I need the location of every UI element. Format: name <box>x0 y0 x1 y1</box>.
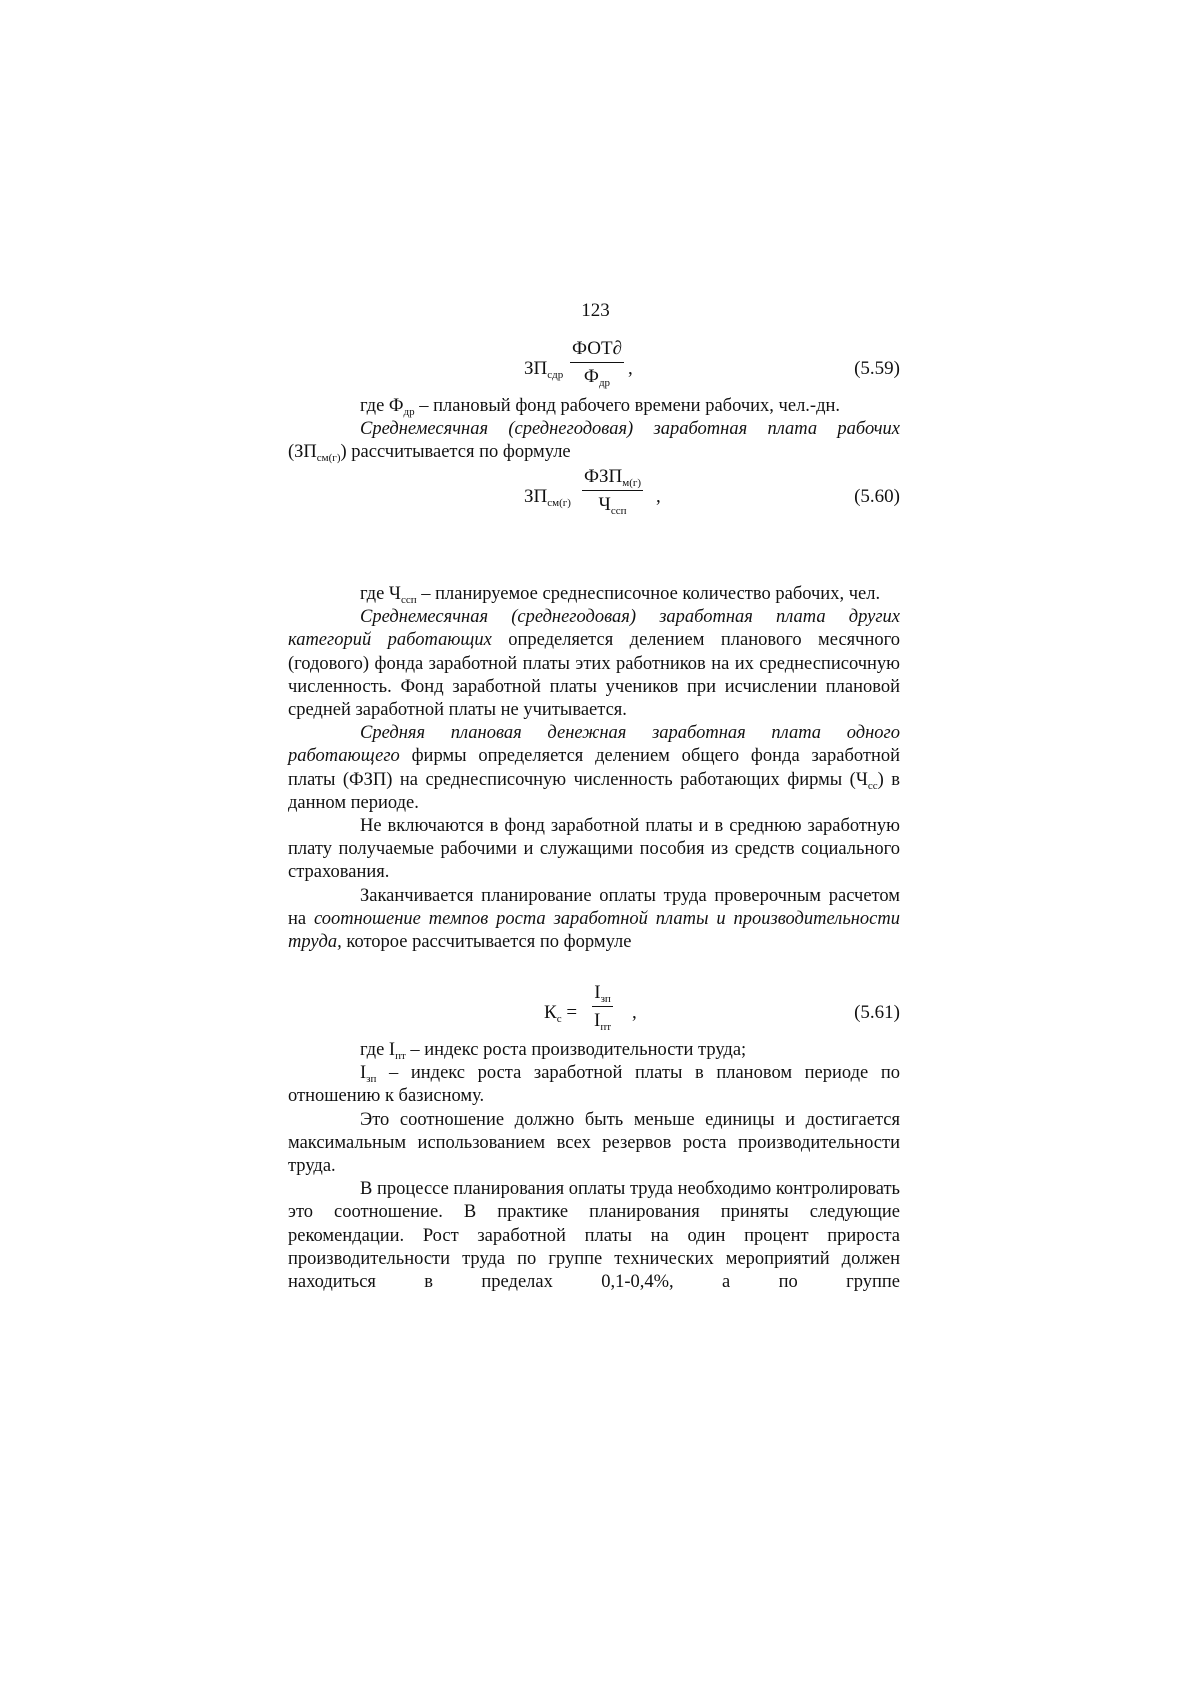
paragraph: где $Ф_{др}$ – плановый фонд рабочего времени рабочих, чел.-дн. <box>360 396 841 418</box>
paragraph: где $Ч_{ссп}$ – планируемое среднесписочное количество рабочих, чел. <box>360 584 881 606</box>
formula-lhs: $К_с$ = <box>544 1002 578 1025</box>
formula-fraction <box>582 466 643 516</box>
fraction-bar <box>582 490 643 491</box>
formula-comma: , <box>628 358 633 379</box>
formula-fraction <box>592 982 613 1032</box>
text-block-2 <box>288 583 900 954</box>
text-block-1 <box>288 395 900 465</box>
paragraph: $I_{зп}$ – индекс роста заработной платы в плановом периоде по отношению к базисному. <box>288 1063 900 1107</box>
fraction-bar <box>570 362 624 363</box>
fraction-denominator: $I_{пт}$ <box>594 1010 612 1033</box>
fraction-numerator: ФОТ∂ <box>572 338 622 359</box>
fraction-bar <box>592 1006 613 1007</box>
equation-number: (5.60) <box>854 486 900 507</box>
formula-lhs: $ЗП_{сдр}$ <box>524 358 564 381</box>
equation-number: (5.59) <box>854 358 900 379</box>
paragraph: Это соотношение должно быть меньше единицы и достигается максимальным использованием всех резервов роста производительности труда. <box>288 1109 900 1177</box>
paragraph: Заканчивается планирование оплаты труда проверочным расчетом на соотношение темпов роста заработной платы и производительности труда, которое рассчитывается по формуле <box>288 885 900 953</box>
formula-5-60 <box>288 466 900 536</box>
formula-comma: , <box>632 1002 637 1023</box>
fraction-numerator: $I_{зп}$ <box>594 982 611 1005</box>
paragraph: Среднемесячная (среднегодовая) заработная плата рабочих $(ЗП_{см(г)})$ рассчитывается по формуле <box>288 419 900 465</box>
page-number: 123 <box>581 300 610 321</box>
paragraph: Средняя плановая денежная заработная плата одного работающего фирмы определяется делением общего фонда заработной платы (ФЗП) на среднесписочную численность работающих фирмы $(Ч_{сс})$ в данном периоде. <box>288 723 900 813</box>
fraction-numerator: $ФЗП_{м(г)}$ <box>584 466 642 489</box>
equation-number: (5.61) <box>854 1002 900 1023</box>
formula-comma: , <box>656 486 661 507</box>
formula-lhs: $ЗП_{см(г)}$ <box>524 486 571 509</box>
formula-fraction <box>570 338 624 388</box>
text-block-3 <box>288 1039 900 1294</box>
paragraph: где $I_{пт}$ – индекс роста производительности труда; <box>360 1040 747 1062</box>
paragraph: Не включаются в фонд заработной платы и в среднюю заработную плату получаемые рабочими и служащими пособия из средств социального страхования. <box>288 816 900 883</box>
fraction-denominator: $Ч_{ссп}$ <box>598 494 627 517</box>
paragraph: В процессе планирования оплаты труда необходимо контролировать это соотношение. В практике планирования приняты следующие рекомендации. Рост заработной платы на один процент прироста производительности труда по группе технических мероприятий должен находиться в пределах 0,1-0,4%, а по группе <box>288 1179 900 1293</box>
fraction-denominator: $Ф_{др}$ <box>583 366 611 389</box>
paragraph: Среднемесячная (среднегодовая) заработная плата других категорий работающих определяется делением планового месячного (годового) фонда заработной платы этих работников на их среднесписочную численность. Фонд заработной платы учеников при исчислении плановой средней заработной платы не учитывается. <box>288 607 900 721</box>
